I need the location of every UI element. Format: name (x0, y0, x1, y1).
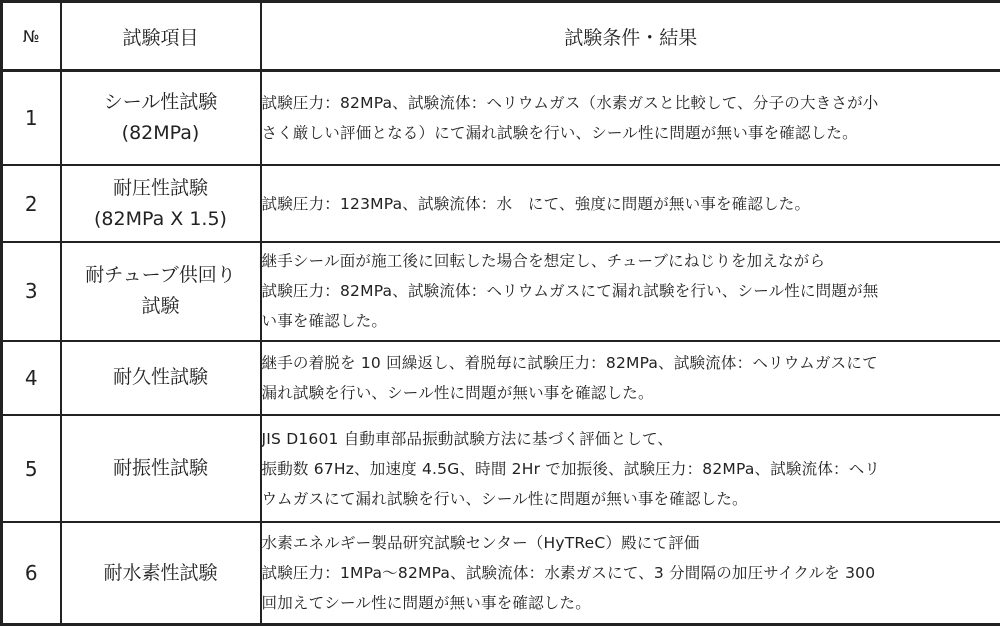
test-result-line: 試験圧力：82MPa、試験流体：ヘリウムガスにて漏れ試験を行い、シール性に問題が無 (261, 282, 879, 301)
test-result-line: 水素エネルギー製品研究試験センター（HyTReC）殿にて評価 (261, 534, 700, 553)
test-item-cell (61, 242, 261, 341)
test-item-cell (61, 165, 261, 241)
test-result-line: 漏れ試験を行い、シール性に問題が無い事を確認した。 (261, 383, 654, 402)
test-item-line: 耐久性試験 (112, 366, 208, 389)
header-test-item: 試験項目 (61, 2, 261, 71)
test-result-line: 回加えてシール性に問題が無い事を確認した。 (261, 594, 591, 613)
test-result-line: 継手の着脱を 10 回繰返し、着脱毎に試験圧力：82MPa、試験流体：ヘリウムガスにて (261, 353, 878, 372)
test-result-cell (261, 242, 1000, 341)
test-item-line: シール性試験 (103, 91, 218, 114)
table-row (2, 341, 1000, 415)
test-item-line: (82MPa X 1.5) (94, 207, 227, 230)
table-row (2, 165, 1000, 241)
test-result-line: 振動数 67Hz、加速度 4.5G、時間 2Hr で加振後、試験圧力：82MPa、試験流体：ヘリ (261, 459, 881, 478)
table-row (2, 522, 1000, 624)
row-number: 5 (2, 415, 61, 522)
row-number: 4 (2, 341, 61, 415)
header-test-conditions-results: 試験条件・結果 (261, 2, 1000, 71)
test-result-line: 試験圧力：123MPa、試験流体：水 にて、強度に問題が無い事を確認した。 (261, 194, 811, 213)
test-result-cell (261, 522, 1000, 624)
test-result-line: 継手シール面が施工後に回転した場合を想定し、チューブにねじりを加えながら (261, 252, 826, 271)
row-number: 2 (2, 165, 61, 241)
test-result-line: JIS D1601 自動車部品振動試験方法に基づく評価として、 (261, 429, 674, 448)
test-item-cell (61, 415, 261, 522)
row-number: 3 (2, 242, 61, 341)
row-number: 1 (2, 71, 61, 166)
test-item-cell (61, 71, 261, 166)
table-row (2, 415, 1000, 522)
test-item-line: 試験 (141, 295, 180, 318)
test-result-cell (261, 71, 1000, 166)
test-item-line: (82MPa) (121, 122, 200, 145)
test-item-line: 耐水素性試験 (103, 561, 218, 584)
table-body (2, 71, 1000, 625)
test-item-line: 耐チューブ供回り (85, 264, 236, 287)
test-result-line: 試験圧力：1MPa〜82MPa、試験流体：水素ガスにて、3 分間隔の加圧サイクルを 300 (261, 564, 876, 583)
test-item-cell (61, 522, 261, 624)
row-number: 6 (2, 522, 61, 624)
header-row (2, 2, 1000, 71)
test-result-cell (261, 341, 1000, 415)
test-item-line: 耐振性試験 (112, 457, 208, 480)
test-result-line: ウムガスにて漏れ試験を行い、シール性に問題が無い事を確認した。 (261, 489, 748, 508)
table-row (2, 71, 1000, 166)
test-result-line: さく厳しい評価となる）にて漏れ試験を行い、シール性に問題が無い事を確認した。 (261, 124, 858, 143)
test-result-line: い事を確認した。 (261, 312, 388, 331)
test-result-cell (261, 165, 1000, 241)
test-item-line: 耐圧性試験 (112, 176, 208, 199)
test-result-line: 試験圧力：82MPa、試験流体：ヘリウムガス（水素ガスと比較して、分子の大きさが小 (261, 94, 879, 113)
test-result-cell (261, 415, 1000, 522)
test-item-cell (61, 341, 261, 415)
table-row (2, 242, 1000, 341)
header-no: № (2, 2, 61, 71)
